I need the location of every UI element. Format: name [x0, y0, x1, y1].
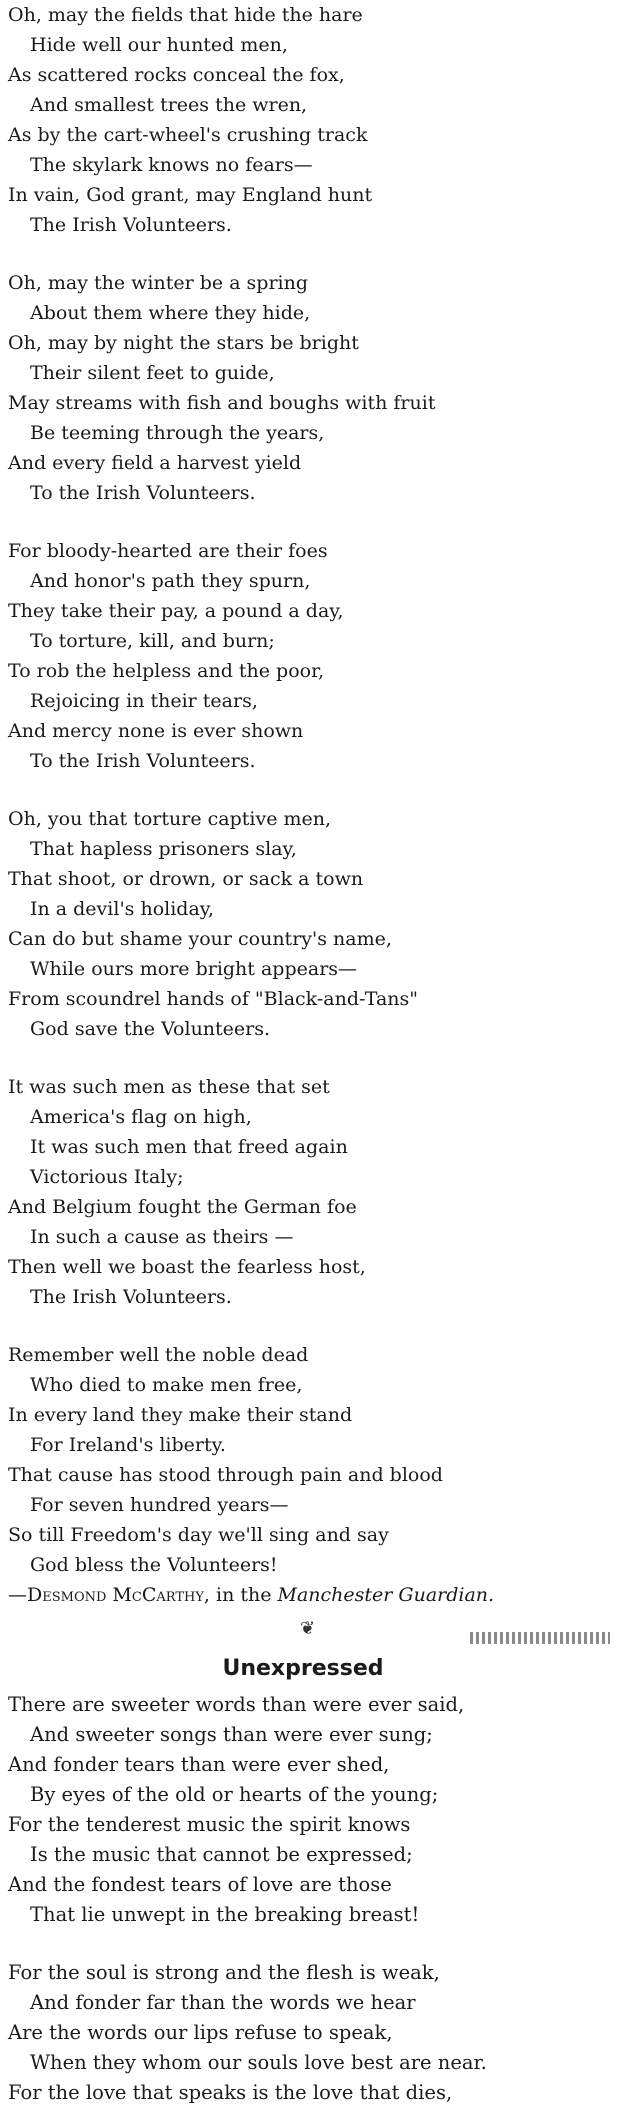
verse-line: Is the music that cannot be expressed; — [30, 1843, 413, 1866]
verse-line: And fonder far than the words we hear — [30, 1991, 416, 2014]
stanza-gap — [0, 508, 620, 536]
verse-line: To torture, kill, and burn; — [30, 630, 275, 652]
verse-line: In vain, God grant, may England hunt — [8, 184, 373, 206]
attribution-author: Desmond McCarthy — [27, 1584, 204, 1606]
verse-line: Hide well our hunted men, — [30, 34, 288, 56]
verse-line: To the Irish Volunteers. — [30, 482, 256, 504]
verse-line: As by the cart-wheel's crushing track — [8, 124, 368, 146]
section-divider — [0, 1610, 620, 1650]
verse-line: In such a cause as theirs — — [30, 1226, 294, 1248]
verse-line: Are the words our lips refuse to speak, — [8, 2021, 393, 2044]
verse-line: Rejoicing in their tears, — [30, 690, 258, 712]
verse-line: Their silent feet to guide, — [30, 362, 275, 384]
verse-line: May streams with fish and boughs with fruit — [8, 392, 436, 414]
verse-line: Oh, may the fields that hide the hare — [8, 4, 363, 26]
verse-line: Can do but shame your country's name, — [8, 928, 392, 950]
attribution-line — [0, 1580, 620, 1610]
verse-line: And the fondest tears of love are those — [8, 1873, 392, 1896]
verse-line: While ours more bright appears— — [30, 958, 358, 980]
verse-line: That lie unwept in the breaking breast! — [30, 1903, 420, 1926]
stanza — [0, 804, 620, 1044]
verse-line: There are sweeter words than were ever said, — [8, 1693, 465, 1716]
verse-line: To rob the helpless and the poor, — [8, 660, 325, 682]
verse-line: To the Irish Volunteers. — [30, 750, 256, 772]
print-smudge-icon — [470, 1632, 610, 1644]
verse-line: It was such men that freed again — [30, 1136, 348, 1158]
poem-title: Unexpressed — [222, 1656, 384, 1681]
verse-line: For seven hundred years— — [30, 1494, 289, 1516]
verse-line: As scattered rocks conceal the fox, — [8, 64, 345, 86]
verse-line: Be teeming through the years, — [30, 422, 325, 444]
stanza — [0, 268, 620, 508]
verse-line: In every land they make their stand — [8, 1404, 353, 1426]
stanza — [0, 1072, 620, 1312]
verse-line: And honor's path they spurn, — [30, 570, 311, 592]
verse-line: For bloody-hearted are their foes — [8, 540, 328, 562]
stanza-gap — [0, 1312, 620, 1340]
poem-unexpressed — [0, 1690, 620, 2108]
verse-line: God bless the Volunteers! — [30, 1554, 278, 1576]
verse-line: And sweeter songs than were ever sung; — [30, 1723, 433, 1746]
stanza — [0, 0, 620, 240]
fleuron-ornament-icon: ❦ — [300, 1618, 316, 1639]
stanza-gap — [0, 240, 620, 268]
stanza — [0, 1340, 620, 1580]
verse-line: The skylark knows no fears— — [30, 154, 313, 176]
verse-line: When they whom our souls love best are near. — [30, 2051, 487, 2074]
verse-line: Oh, may by night the stars be bright — [8, 332, 359, 354]
verse-line: They take their pay, a pound a day, — [8, 600, 344, 622]
stanza — [0, 1690, 620, 1930]
verse-line: For Ireland's liberty. — [30, 1434, 226, 1456]
verse-line: Victorious Italy; — [30, 1166, 184, 1188]
stanza — [0, 1958, 620, 2108]
verse-line: And every field a harvest yield — [8, 452, 302, 474]
verse-line: In a devil's holiday, — [30, 898, 215, 920]
verse-line: So till Freedom's day we'll sing and say — [8, 1524, 389, 1546]
attribution-connector: , in the — [203, 1584, 278, 1606]
verse-line: The Irish Volunteers. — [30, 1286, 232, 1308]
verse-line: God save the Volunteers. — [30, 1018, 271, 1040]
stanza-gap — [0, 776, 620, 804]
verse-line: And mercy none is ever shown — [8, 720, 304, 742]
verse-line: America's flag on high, — [30, 1106, 252, 1128]
verse-line: That hapless prisoners slay, — [30, 838, 297, 860]
stanza — [0, 536, 620, 776]
verse-line: About them where they hide, — [30, 302, 311, 324]
verse-line: For the tenderest music the spirit knows — [8, 1813, 411, 1836]
verse-line: The Irish Volunteers. — [30, 214, 232, 236]
verse-line: Remember well the noble dead — [8, 1344, 309, 1366]
verse-line: For the soul is strong and the flesh is weak, — [8, 1961, 440, 1984]
verse-line: That cause has stood through pain and blood — [8, 1464, 443, 1486]
stanza-gap — [0, 1044, 620, 1072]
stanza-gap — [0, 1930, 620, 1958]
verse-line: And fonder tears than were ever shed, — [8, 1753, 390, 1776]
verse-line: By eyes of the old or hearts of the young; — [30, 1783, 439, 1806]
verse-line: Oh, you that torture captive men, — [8, 808, 332, 830]
verse-line: It was such men as these that set — [8, 1076, 330, 1098]
verse-line: Then well we boast the fearless host, — [8, 1256, 366, 1278]
verse-line: For the love that speaks is the love that dies, — [8, 2081, 453, 2104]
verse-line: Oh, may the winter be a spring — [8, 272, 309, 294]
verse-line: From scoundrel hands of "Black-and-Tans" — [8, 988, 419, 1010]
verse-line: That shoot, or drown, or sack a town — [8, 868, 364, 890]
verse-line: Who died to make men free, — [30, 1374, 303, 1396]
verse-line: And smallest trees the wren, — [30, 94, 308, 116]
verse-line: And Belgium fought the German foe — [8, 1196, 357, 1218]
attribution-dash: — — [8, 1584, 27, 1606]
attribution-publication: Manchester Guardian. — [277, 1584, 495, 1606]
